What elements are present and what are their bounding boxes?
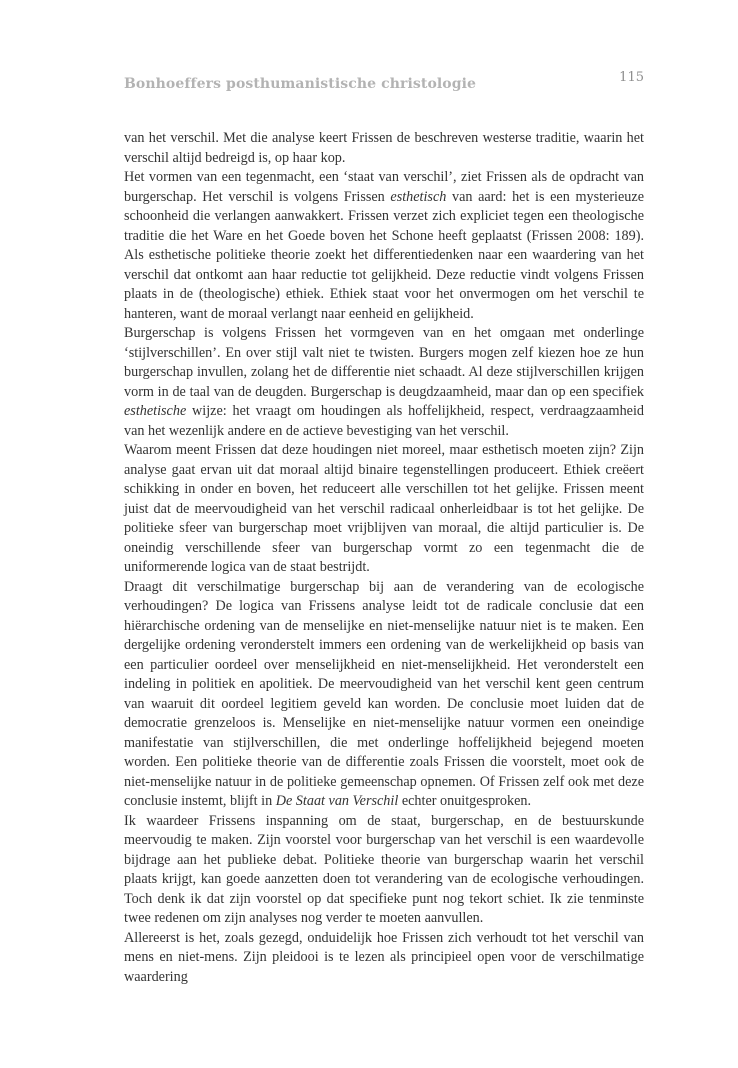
paragraph <box>124 929 644 988</box>
body-text <box>124 129 644 987</box>
page-number: 115 <box>619 70 644 85</box>
text-segment: wijze: het vraagt om houdingen als hoffelijkheid, respect, verdraagzaamheid van het wezenlijk andere en de actieve bevestiging van het verschil. <box>124 403 644 439</box>
text-segment: Draagt dit verschilmatige burgerschap bij aan de verandering van de ecologische verhoudingen? De logica van Frissens analyse leidt tot de radicale conclusie dat een hiërarchische ordening van de menselijke en niet-menselijke natuur niet is te maken. Een dergelijke ordening veronderstelt immers een ordening van de werkelijkheid op basis van een particulier oordeel over menselijkheid en niet-menselijkheid. Het veronderstelt een indeling in politiek en apolitiek. De meervoudigheid van het verschil kent geen centrum van waaruit dit oordeel legitiem geveld kan worden. De conclusie moet luiden dat de democratie grenzeloos is. Menselijke en niet-menselijke natuur vormen een oneindige manifestatie van stijlverschillen, die met onderlinge hoffelijkheid bejegend moeten worden. Een politieke theorie van de differentie zoals Frissen die voorstelt, moet ook de niet-menselijke natuur in de politieke gemeenschap opnemen. Of Frissen zelf ook met deze conclusie instemt, blijft in <box>124 578 644 809</box>
paragraph <box>124 578 644 812</box>
paragraph <box>124 168 644 324</box>
paragraph <box>124 441 644 578</box>
text-segment: Waarom meent Frissen dat deze houdingen niet moreel, maar esthetisch moeten zijn? Zijn analyse gaat ervan uit dat moraal altijd binaire tegenstellingen produceert. Ethiek creëert schikking in onder en boven, het reduceert alle verschillen tot het gelijke. Frissen meent juist dat de meervoudigheid van het verschil radicaal onherleidbaar is tot het gelijke. De politieke sfeer van burgerschap moet vrijblijven van moraal, die altijd particulier is. De oneindig verschillende sfeer van burgerschap vormt zo een tegenmacht die de uniformerende logica van de staat bestrijdt. <box>124 442 644 575</box>
paragraph <box>124 324 644 441</box>
book-title: De Staat van Verschil <box>275 793 399 809</box>
text-segment: van het verschil. Met die analyse keert Frissen de beschreven westerse traditie, waarin het verschil altijd bedreigd is, op haar kop. <box>124 130 644 166</box>
paragraph <box>124 812 644 929</box>
paragraph <box>124 129 644 168</box>
text-segment: Burgerschap is volgens Frissen het vormgeven van en het omgaan met onderlinge ‘stijlverschillen’. En over stijl valt niet te twisten. Burgers mogen zelf kiezen hoe ze hun burgerschap invullen, zolang het de differentie niet schaadt. Al deze stijlverschillen krijgen vorm in de taal van de deugden. Burgerschap is deugdzaamheid, maar dan op een specifiek <box>124 325 644 400</box>
text-segment: Ik waardeer Frissens inspanning om de staat, burgerschap, en de bestuurskunde meervoudig te maken. Zijn voorstel voor burgerschap van het verschil is een waardevolle bijdrage aan het publieke debat. Politieke theorie van burgerschap waarin het verschil plaats krijgt, kan goede aanzetten doen tot verandering van de ecologische verhoudingen. Toch denk ik dat zijn voorstel op dat specifieke punt nog tekort schiet. Ik zie tenminste twee redenen om zijn analyses nog verder te moeten aanvullen. <box>124 812 644 926</box>
running-title: Bonhoeffers posthumanistische christologie <box>124 76 477 92</box>
running-header <box>124 70 644 98</box>
text-segment: Het vormen van een tegenmacht, een ‘staat van verschil’, ziet Frissen als de opdracht van burgerschap. Het verschil is volgens Frissen <box>124 169 644 205</box>
emphasized-term: esthetische <box>124 403 187 419</box>
text-segment: Allereerst is het, zoals gezegd, onduidelijk hoe Frissen zich verhoudt tot het verschil van mens en niet-mens. Zijn pleidooi is te lezen als principieel open voor de verschilmatige waardering <box>124 929 644 985</box>
text-segment: echter onuitgesproken. <box>398 793 532 809</box>
text-segment: van aard: het is een mysterieuze schoonheid die verlangen aanwakkert. Frissen verzet zich expliciet tegen een theologische traditie die het Ware en het Goede boven het Schone heeft geplaatst (Frissen 2008: 189). Als esthetische politieke theorie zoekt het differentiedenken naar een waardering van het verschil dat ontkomt aan haar reductie tot gelijkheid. Deze reductie vindt volgens Frissen plaats in de (theologische) ethiek. Ethiek staat voor het onvermogen om het verschil te hanteren, want de moraal verlangt naar eenheid en gelijkheid. <box>124 188 644 322</box>
emphasized-term: esthetisch <box>390 188 447 205</box>
